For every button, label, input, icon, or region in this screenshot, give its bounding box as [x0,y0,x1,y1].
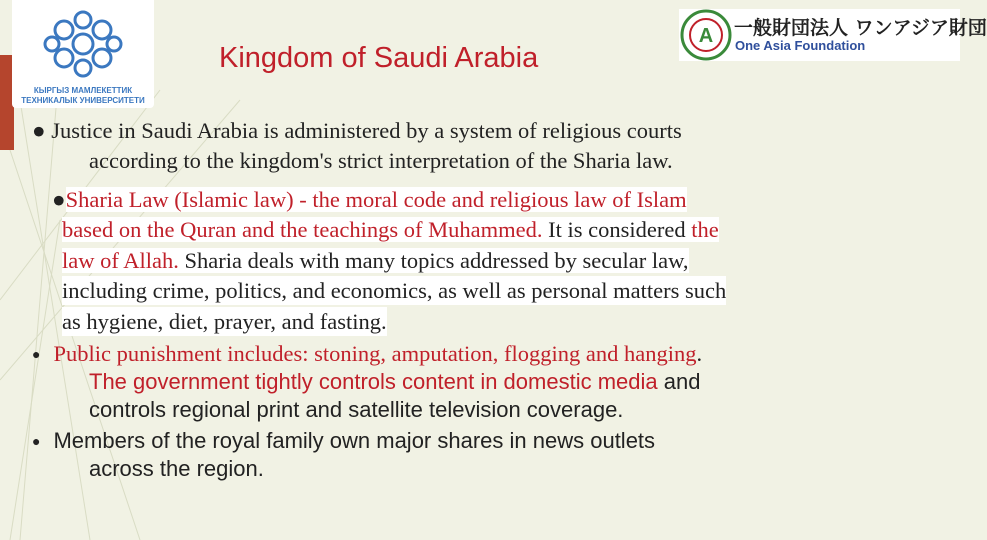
bullet-4-line-1 [32,426,655,457]
bullet-1-text-1: Justice in Saudi Arabia is administered by a system of religious courts [45,118,682,143]
university-name-line1: КЫРГЫЗ МАМЛЕКЕТТИК [33,86,133,95]
university-emblem-icon [12,0,154,84]
bullet-3-line-3: controls regional print and satellite television coverage. [89,397,624,422]
bullet-4-line-2: across the region. [89,456,264,481]
one-asia-foundation-logo [679,9,987,61]
bullet-3-text-1: Public punishment includes: stoning, amputation, flogging and hanging [53,341,697,366]
bullet-icon: ● [32,348,41,363]
bullet-2-text-2b: It is considered [542,217,692,242]
bullet-1-line-2: according to the kingdom's strict interpretation of the Sharia law. [89,148,673,173]
bullet-2-text-3b: Sharia deals with many topics addressed by secular law, [178,248,689,273]
slide-title: Kingdom of Saudi Arabia [219,42,539,74]
bullet-1-line-1 [32,116,682,145]
foundation-name-jp: 一般財団法人 ワンアジア財団 [734,17,987,39]
bullet-2-text-3a: law of Allah. [62,248,179,273]
bullet-3-line-2 [89,367,700,396]
bullet-3-text-1-end: . [696,341,703,366]
bullet-2-line-4: including crime, politics, and economics, as well as personal matters such [62,278,727,303]
bullet-2-line-1 [52,185,687,214]
university-name-line2: ТЕХНИКАЛЫК УНИВЕРСИТЕТИ [21,96,145,105]
bullet-2-text-2: based on the Quran and the teachings of Muhammed. [62,217,543,242]
bullet-3-text-2a: The government tightly controls content in domestic media [89,369,658,394]
bullet-icon: ● [32,435,41,450]
bullet-3-text-2b: and [657,369,701,394]
badge-letter: A [698,25,714,47]
foundation-badge-icon [680,9,732,61]
bullet-2-line-2 [62,215,719,244]
foundation-name-en: One Asia Foundation [735,38,866,53]
university-logo [12,0,154,108]
bullet-3-line-1 [32,339,702,370]
bullet-2-text-2c: the [691,217,719,242]
bullet-4-text-1: Members of the royal family own major shares in news outlets [53,428,656,453]
bullet-icon: ● [52,187,66,212]
bullet-2-text-1: Sharia Law (Islamic law) - the moral code and religious law of Islam [65,187,687,212]
bullet-2-line-5: as hygiene, diet, prayer, and fasting. [62,309,387,334]
bullet-icon: ● [32,118,46,143]
bullet-2-line-3 [62,246,689,275]
